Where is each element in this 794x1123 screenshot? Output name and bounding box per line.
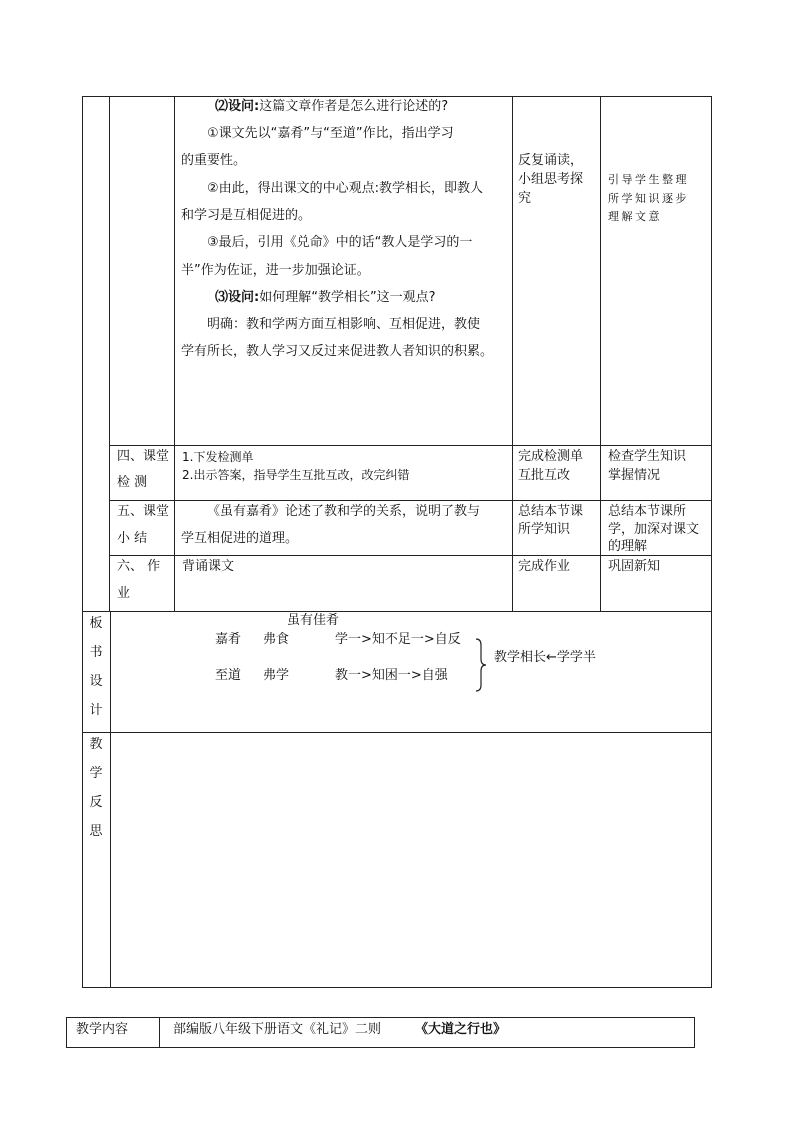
board-row2-b: 弗学	[263, 668, 290, 683]
design-intent-1-line: 所学知识逐步	[608, 192, 689, 205]
row-summary-label-2: 小 结	[117, 531, 148, 546]
design-intent-1-line: 理解文意	[608, 210, 662, 223]
board-row1-c: 学一>知不足一>自反	[335, 632, 461, 647]
board-row1-b: 弗食	[263, 632, 290, 647]
board-title: 虽有佳肴	[287, 613, 340, 628]
row-check-label-2: 检 测	[117, 475, 148, 490]
question-3-label: ⑶设问:	[215, 290, 260, 305]
row-summary-student-2: 所学知识	[518, 522, 571, 537]
row-summary-content-1: 《虽有嘉肴》论述了教和学的关系，说明了教与	[207, 504, 481, 519]
q2-line-4: 和学习是互相促进的。	[181, 208, 312, 223]
question-2-text: 这篇文章作者是怎么进行论述的?	[259, 99, 449, 114]
q2-line-5: ③最后，引用《兑命》中的话“教人是学习的一	[207, 235, 473, 250]
board-conclusion: 教学相长←学学半	[494, 650, 596, 665]
board-label	[85, 609, 107, 725]
student-activity-1-line: 小组思考探	[518, 172, 584, 187]
question-3-text: 如何理解“教学相长”这一观点?	[259, 290, 436, 305]
row-homework-student: 完成作业	[518, 559, 571, 574]
board-label-char: 板	[89, 616, 103, 631]
board-label-char: 设	[89, 674, 103, 689]
row-summary-intent-1: 总结本节课所	[608, 504, 687, 519]
question-2-label: ⑵设问:	[215, 99, 260, 114]
row-summary-content-2: 学互相促进的道理。	[181, 531, 299, 546]
student-activity-1-line: 究	[518, 191, 532, 206]
curly-brace-icon	[474, 638, 488, 692]
row-homework-intent: 巩固新知	[608, 559, 661, 574]
q2-line-1: ①课文先以“嘉肴”与“至道”作比，指出学习	[207, 126, 454, 141]
reflection-label	[85, 730, 107, 846]
design-intent-1-line: 引导学生整理	[608, 173, 689, 186]
reflection-label-char: 反	[89, 795, 103, 810]
row-check-content-1: 1.下发检测单	[182, 450, 254, 464]
board-row1-a: 嘉肴	[215, 632, 242, 647]
row-check-student-2: 互批互改	[518, 468, 571, 483]
student-activity-1-line: 反复诵读，	[518, 153, 584, 168]
q2-line-2: 的重要性。	[181, 153, 247, 168]
row-check-student-1: 完成检测单	[518, 449, 584, 464]
board-row2-c: 教一>知困一>自强	[335, 668, 448, 683]
row-check-intent-1: 检查学生知识	[608, 449, 687, 464]
board-label-char: 书	[89, 645, 103, 660]
lower-table-label: 教学内容	[76, 1022, 129, 1037]
board-label-char: 计	[89, 703, 103, 718]
row-homework-label-1: 六、 作	[117, 559, 161, 574]
reflection-label-char: 思	[89, 824, 103, 839]
reflection-label-char: 教	[89, 737, 103, 752]
row-summary-intent-3: 的理解	[608, 539, 648, 554]
lower-table-title: 《大道之行也》	[415, 1022, 507, 1037]
row-check-content-2: 2.出示答案，指导学生互批互改，改完纠错	[182, 468, 410, 482]
row-check-intent-2: 掌握情况	[608, 468, 661, 483]
row-summary-intent-2: 学，加深对课文	[608, 522, 700, 537]
reflection-label-char: 学	[89, 766, 103, 781]
row-homework-content: 背诵课文	[182, 559, 235, 574]
row-homework-label-2: 业	[117, 586, 131, 601]
row-summary-student-1: 总结本节课	[518, 504, 584, 519]
q3-line-2: 学有所长，教人学习又反过来促进教人者知识的积累。	[181, 344, 494, 359]
lower-table-text: 部编版八年级下册语文《礼记》二则	[173, 1022, 382, 1037]
board-row2-a: 至道	[215, 668, 242, 683]
row-check-label-1: 四、课堂	[117, 449, 170, 464]
q3-line-1: 明确：教和学两方面互相影响、互相促进，教使	[207, 317, 481, 332]
q2-line-3: ②由此，得出课文的中心观点:教学相长，即教人	[207, 181, 484, 196]
row-summary-label-1: 五、课堂	[117, 504, 170, 519]
q2-line-6: 半”作为佐证，进一步加强论证。	[181, 263, 370, 278]
